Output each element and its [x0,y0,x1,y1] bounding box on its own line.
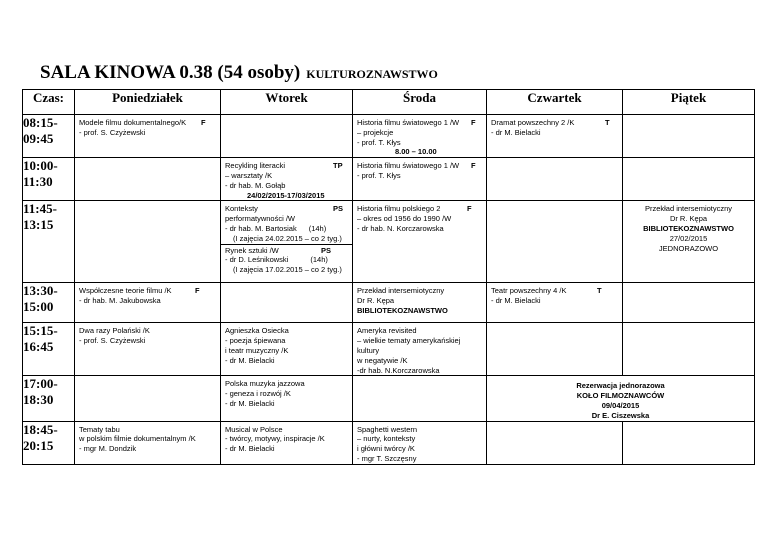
empty-cell [75,201,221,283]
time-slot: 17:00- 18:30 [23,376,75,421]
course-title-cont: – nurty, konteksty [357,434,416,444]
empty-cell [623,158,755,201]
empty-cell [75,158,221,201]
course-tag: F [195,286,200,296]
header-row [23,90,755,115]
course-title: Recykling literacki [225,161,286,171]
course-cell [623,201,755,283]
empty-cell [221,283,353,323]
course-title: Historia filmu światowego 1 /W [357,161,460,171]
course-cell [353,201,487,283]
table-row [23,158,755,201]
course-title-cont: - poezja śpiewana [225,336,286,346]
time-slot: 08:15- 09:45 [23,115,75,158]
course-title: Tematy tabu [79,424,120,434]
course-lecturer: - dr hab. N. Korczarowska [357,223,444,233]
course-tag: T [605,118,610,127]
time-slot: 11:45- 13:15 [23,201,75,283]
course-cell [75,115,221,158]
course-lecturer: - dr M. Bielacki [225,444,275,454]
course-lecturer: - dr hab. M. Jakubowska [79,296,161,306]
course-title: Historia filmu światowego 1 /W [357,118,460,127]
header-time: Czas: [23,90,75,115]
course-cell [221,421,353,464]
course-hours: 8.00 – 10.00 [395,147,437,157]
header-wednesday: Środa [353,90,487,115]
empty-cell [487,201,623,283]
course-lecturer: Dr R. Kępa [357,296,395,306]
time-slot: 10:00- 11:30 [23,158,75,201]
course-title: Historia filmu polskiego 2 [357,204,441,214]
time-slot: 18:45- 20:15 [23,421,75,464]
course-date: 27/02/2015 [669,233,708,243]
course-cell [353,283,487,323]
reservation-title: Rezerwacja jednorazowa [576,381,665,391]
empty-cell [221,115,353,158]
course-frequency: JEDNORAZOWO [658,243,719,253]
empty-cell [623,115,755,158]
course-title: Konteksty [225,204,258,214]
course-title-cont: performatywności /W [225,214,296,224]
room-title: SALA KINOWA 0.38 (54 osoby) [40,62,301,83]
table-row [23,115,755,158]
course-cell [75,283,221,323]
header-tuesday: Wtorek [221,90,353,115]
course-hours: (14h) [310,255,328,265]
course-lecturer: Dr R. Kępa [669,214,708,224]
course-lecturer: - dr D. Leśnikowski (14h) [225,255,328,265]
course-cell [221,376,353,421]
course-cell [221,201,353,283]
course-lecturer: - prof. S. Czyżewski [79,336,146,346]
course-dates: (I zajęcia 24.02.2015 – co 2 tyg.) [233,233,342,243]
empty-cell [487,323,623,376]
course-tag: PS [321,245,332,255]
course-title: Spaghetti western [357,424,418,434]
course-title-cont: – okres od 1956 do 1990 /W [357,214,452,224]
course-tag: F [467,204,472,214]
header-friday: Piątek [623,90,755,115]
table-row [23,376,755,421]
course-title: Przekład intersemiotyczny [644,204,733,214]
empty-cell [487,158,623,201]
course-title-cont: kultury [357,345,380,355]
time-slot: 15:15- 16:45 [23,323,75,376]
course-cell [487,283,623,323]
schedule-table [22,89,755,465]
course-tag: F [201,118,206,127]
header-thursday: Czwartek [487,90,623,115]
empty-cell [623,283,755,323]
table-row [23,201,755,283]
course-cell [75,421,221,464]
course-tag: TP [333,161,343,171]
course-title: Przekład intersemiotyczny [357,286,445,296]
table-row [23,421,755,464]
course-cell [221,323,353,376]
course-tag: F [471,118,476,127]
course-title-cont: i teatr muzyczny /K [225,345,289,355]
reservation-group: KOŁO FILMOZNAWCÓW [576,391,665,401]
reservation-person: Dr E. Ciszewska [591,410,650,420]
course-title: Dramat powszechny 2 /K [491,118,575,127]
course-title: Agnieszka Osiecka [225,326,289,336]
course-cell [221,158,353,201]
course-note: – projekcje [357,127,394,137]
course-lecturer: - dr hab. M. Bartosiak (14h) [225,223,327,233]
page-title [40,62,438,84]
empty-cell [623,323,755,376]
course-cell [353,323,487,376]
course-title: Rynek sztuki /W [225,245,279,255]
course-department: BIBLIOTEKOZNAWSTWO [357,305,448,315]
course-title: Ameryka revisited [357,326,417,336]
course-dates: 24/02/2015-17/03/2015 [247,190,325,200]
course-title: Polska muzyka jazzowa [225,379,305,389]
empty-cell [623,421,755,464]
course-lecturer: - mgr M. Dondzik [79,444,137,454]
course-lecturer: - prof. S. Czyżewski [79,127,146,137]
course-title-cont: – wielkie tematy amerykańskiej [357,336,461,346]
course-cell [353,158,487,201]
course-tag: F [471,161,476,171]
course-dates: (I zajęcia 17.02.2015 – co 2 tyg.) [233,265,342,275]
course-lecturer: - dr M. Bielacki [225,355,275,365]
course-title-cont: - twórcy, motywy, inspiracje /K [225,434,325,444]
table-row [23,283,755,323]
course-tag: T [597,286,602,296]
course-lecturer: - mgr T. Szczęsny [357,453,417,463]
time-slot: 13:30- 15:00 [23,283,75,323]
course-cell [353,421,487,464]
header-monday: Poniedziałek [75,90,221,115]
course-lecturer: - dr M. Bielacki [491,296,541,306]
course-cell [487,115,623,158]
course-cell [353,115,487,158]
course-lecturer: - prof. T. Kłys [357,137,401,147]
reservation-cell [487,376,755,421]
course-tag: PS [333,204,344,214]
course-title: Musical w Polsce [225,424,283,434]
course-title-cont: i główni twórcy /K [357,444,415,454]
course-hours: (14h) [308,223,327,233]
course-department: BIBLIOTEKOZNAWSTWO [643,223,734,233]
course-lecturer: - prof. T. Kłys [357,170,401,180]
course-title: Dwa razy Polański /K [79,326,150,336]
course-title-cont: - geneza i rozwój /K [225,389,291,399]
table-row [23,323,755,376]
course-title-cont: w negatywie /K [357,355,408,365]
course-title: Modele filmu dokumentalnego/K [79,118,187,127]
course-lecturer: - dr M. Bielacki [491,127,541,137]
course-lecturer: -dr hab. N.Korczarowska [357,365,440,375]
course-title: Teatr powszechny 4 /K [491,286,567,296]
empty-cell [353,376,487,421]
course-lecturer: - dr M. Bielacki [225,398,275,408]
course-title: Współczesne teorie filmu /K [79,286,172,296]
empty-cell [75,376,221,421]
course-note: – warsztaty /K [225,170,273,180]
course-title-cont: w polskim filmie dokumentalnym /K [79,434,196,444]
course-lecturer: - dr hab. M. Gołąb [225,180,286,190]
reservation-date: 09/04/2015 [601,400,640,410]
empty-cell [487,421,623,464]
department-title: KULTUROZNAWSTWO [306,67,438,81]
course-cell [75,323,221,376]
